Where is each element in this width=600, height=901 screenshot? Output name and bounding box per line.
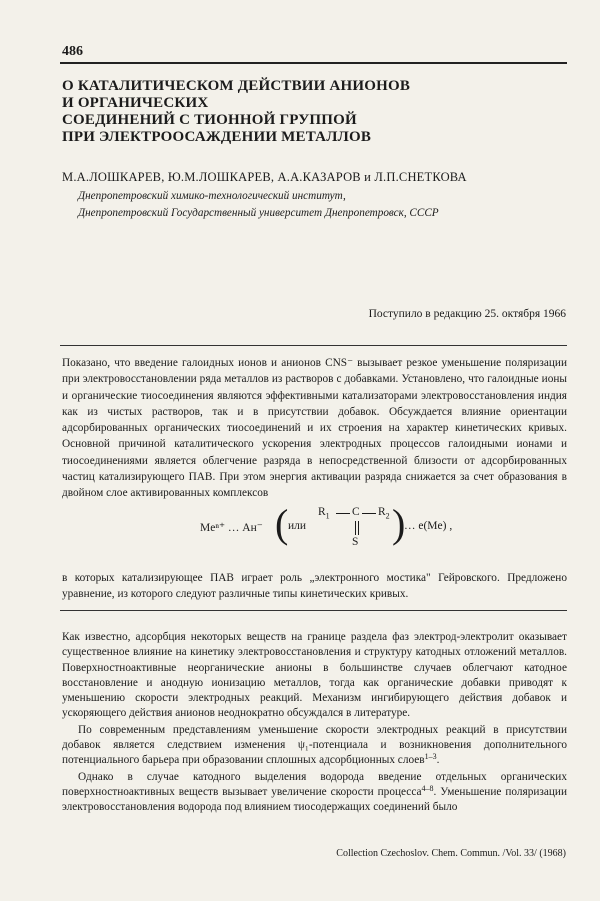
abstract-continuation: в которых катализирующее ПАВ играет роль „электронного мостика" Гейровского. Предложено уравнение, из которого следуют различные типы кинетических кривых. bbox=[62, 572, 567, 601]
body-text: Однако в случае катодного выделения водорода введение отдельных органических поверхностноактивных веществ вызывает увеличение скорости процесса bbox=[62, 770, 567, 798]
received-date: Поступило в редакцию 25. октября 1966 bbox=[368, 308, 566, 320]
formula-sulfur: S bbox=[352, 536, 359, 548]
formula-r1-subscript: 1 bbox=[325, 511, 330, 521]
formula-r2 bbox=[378, 506, 390, 520]
title-line: СОЕДИНЕНИЙ С ТИОННОЙ ГРУППОЙ bbox=[62, 112, 357, 128]
citation: 1–3 bbox=[424, 752, 437, 762]
formula-r1 bbox=[318, 506, 330, 520]
abstract-bottom-rule bbox=[60, 610, 567, 611]
formula-right: … e(Me) , bbox=[404, 520, 453, 532]
body-paragraph bbox=[62, 723, 567, 769]
body-paragraph: Как известно, адсорбция некоторых веществ на границе раздела фаз электрод-электролит оказывает существенное влияние на кинетику электровосстановления и структуру катодных отложений металлов. Поверхностноактивные неорганические анионы в большинстве случаев облегчают катодное восстановление и анодную ионизацию металлов, тогда как органические добавки приводят к уменьшению скорости электродных реакций. Механизм ингибирующего действия добавок и ускоряющего действия анионов неоднократно обсуждался в литературе. bbox=[62, 631, 567, 720]
formula-bond bbox=[336, 513, 350, 514]
article-body bbox=[62, 630, 567, 816]
formula-carbon: C bbox=[352, 506, 360, 518]
article-title bbox=[62, 78, 562, 146]
formula-open-paren: ( bbox=[275, 501, 289, 546]
affiliation: Днепропетровский химико-технологический институт, bbox=[78, 190, 346, 202]
abstract bbox=[62, 355, 567, 502]
title-line: О КАТАЛИТИЧЕСКОМ ДЕЙСТВИИ АНИОНОВ bbox=[62, 78, 411, 94]
page-number: 486 bbox=[62, 44, 83, 59]
title-line: ПРИ ЭЛЕКТРООСАЖДЕНИИ МЕТАЛЛОВ bbox=[62, 129, 372, 145]
abstract-top-rule bbox=[60, 345, 567, 346]
citation: 4–8 bbox=[421, 783, 434, 793]
formula-left: Meⁿ⁺ … Ан⁻ bbox=[200, 522, 263, 534]
title-line: И ОРГАНИЧЕСКИХ bbox=[62, 95, 209, 111]
journal-footer: Collection Czechoslov. Chem. Commun. /Vol. 33/ (1968) bbox=[336, 848, 566, 859]
formula-bond bbox=[362, 513, 376, 514]
affiliation: Днепропетровский Государственный университет Днепропетровск, СССР bbox=[78, 207, 439, 219]
formula-r2-symbol: R bbox=[378, 506, 386, 518]
body-text: . Уменьшение поляризации электровосстановления водорода под влиянием тиосодержащих соединений было bbox=[62, 785, 568, 814]
formula-ili: или bbox=[288, 520, 307, 532]
formula-double-bond bbox=[355, 521, 356, 535]
complex-formula bbox=[200, 500, 500, 560]
body-paragraph bbox=[62, 770, 567, 816]
formula-r1-symbol: R bbox=[318, 506, 326, 518]
formula-r2-subscript: 2 bbox=[385, 511, 390, 521]
body-text: . bbox=[436, 754, 440, 767]
authors: М.А.ЛОШКАРЕВ, Ю.М.ЛОШКАРЕВ, А.А.КАЗАРОВ и Л.П.СНЕТКОВА bbox=[62, 170, 467, 184]
body-text: По современным представлениям уменьшение скорости электродных реакций в присутствии добавок является следствием изменения ψ₁-потенциала и возникновения дополнительного потенциального барьера при образовании сплошных адсорбционных слоев bbox=[62, 723, 567, 767]
abstract-paragraph: Показано, что введение галоидных ионов и анионов CNS⁻ вызывает резкое уменьшение поляризации при электровосстановлении ряда металлов из растворов с добавками. Установлено, что галоидные ионы и органические тиосоединения являются эффективными катализаторами электровосстановления индия как из чистых растворов, так и в присутствии добавок. Обсуждается влияние ориентации адсорбированных органических тиосоединений и их строения на характер кинетических кривых. Основной причиной каталитического ускорения электродных процессов галоидными ионами и тиосоединениями является облегчение разряда в непосредственной близости от адсорбированных частиц катализирующего ПАВ. При этом энергия активации разряда снижается за счет образования в двойном слое активированных комплексов bbox=[62, 357, 567, 500]
header-rule bbox=[60, 62, 567, 64]
formula-close-paren: ) bbox=[392, 501, 406, 546]
formula-double-bond bbox=[358, 521, 359, 535]
